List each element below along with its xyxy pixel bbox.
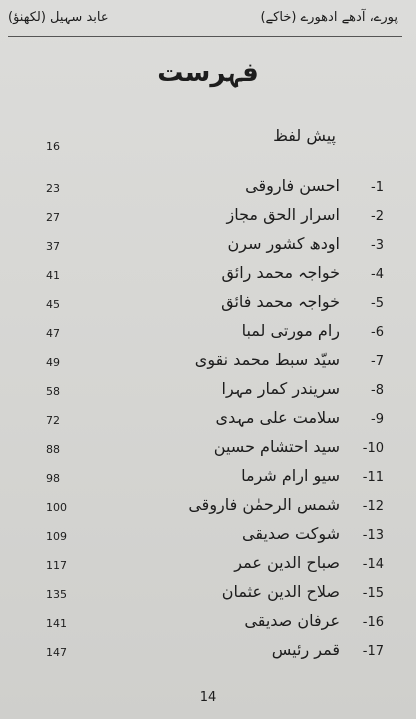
toc-entry-name: قمر رئیس <box>271 640 340 659</box>
toc-entry-name: اودھ کشور سرن <box>227 234 340 253</box>
preface-label: پیش لفظ <box>273 126 336 145</box>
toc-page-number: 23 <box>46 182 60 195</box>
toc-entry <box>0 524 416 548</box>
toc-entry-name: شوکت صدیقی <box>242 524 340 543</box>
toc-entry-name: شمس الرحمٰن فاروقی <box>188 495 340 514</box>
toc-entry-number: -16 <box>362 615 384 630</box>
toc-entry <box>0 234 416 258</box>
toc-page-number: 135 <box>46 588 67 601</box>
toc-entry <box>0 553 416 577</box>
toc-entry-number: -1 <box>371 180 384 195</box>
toc-entry <box>0 205 416 229</box>
page-title: فہرست <box>157 58 259 88</box>
toc-entry-name: رام مورتی لمبا <box>241 321 340 340</box>
toc-page-number: 47 <box>46 327 60 340</box>
toc-page-number: 37 <box>46 240 60 253</box>
toc-entry-number: -3 <box>371 238 384 253</box>
toc-page-number: 100 <box>46 501 67 514</box>
toc-entry-number: -5 <box>371 296 384 311</box>
toc-entry-name: سید احتشام حسین <box>213 437 340 456</box>
toc-entry-name: خواجہ محمد رائق <box>221 263 340 282</box>
toc-entry <box>0 466 416 490</box>
toc-entry <box>0 176 416 200</box>
toc-entry-number: -9 <box>371 412 384 427</box>
toc-entry-number: -13 <box>362 528 384 543</box>
toc-entry-name: سلامت علی مہدی <box>215 408 340 427</box>
toc-entry-number: -12 <box>362 499 384 514</box>
toc-entry <box>0 379 416 403</box>
toc-page-number: 141 <box>46 617 67 630</box>
toc-entry-name: سریندر کمار مہرا <box>221 379 340 398</box>
toc-entry <box>0 582 416 606</box>
toc-entry-number: -17 <box>362 644 384 659</box>
toc-entry <box>0 263 416 287</box>
toc-page-number: 58 <box>46 385 60 398</box>
toc-entry <box>0 611 416 635</box>
toc-entry-name: خواجہ محمد فائق <box>221 292 340 311</box>
toc-entry-name: احسن فاروقی <box>245 176 340 195</box>
toc-entry <box>0 640 416 664</box>
toc-entry-number: -15 <box>362 586 384 601</box>
toc-entry-number: -6 <box>371 325 384 340</box>
toc-entry-name: عرفان صدیقی <box>244 611 340 630</box>
header-divider <box>8 36 402 37</box>
toc-page-number: 109 <box>46 530 67 543</box>
toc-entry-number: -2 <box>371 209 384 224</box>
toc-page-number: 88 <box>46 443 60 456</box>
toc-entry <box>0 495 416 519</box>
toc-entry-number: -8 <box>371 383 384 398</box>
toc-page-number: 117 <box>46 559 67 572</box>
page-number: 14 <box>199 690 217 705</box>
toc-entry-name: اسرار الحق مجاز <box>226 205 340 224</box>
preface-page-number: 16 <box>46 140 60 153</box>
header-author: عابد سہیل (لکھنؤ) <box>8 10 109 25</box>
toc-entry <box>0 350 416 374</box>
toc-entry-number: -4 <box>371 267 384 282</box>
toc-entry-name: سیو ارام شرما <box>241 466 340 485</box>
toc-entry-name: صباح الدین عمر <box>234 553 340 572</box>
toc-entry <box>0 292 416 316</box>
toc-entry-number: -11 <box>362 470 384 485</box>
toc-entry-number: -10 <box>362 441 384 456</box>
toc-page-number: 98 <box>46 472 60 485</box>
toc-entry-number: -14 <box>362 557 384 572</box>
toc-page-number: 147 <box>46 646 67 659</box>
toc-entry <box>0 408 416 432</box>
toc-entry <box>0 437 416 461</box>
toc-page-number: 41 <box>46 269 60 282</box>
toc-page-number: 72 <box>46 414 60 427</box>
toc-entry-name: صلاح الدین عثمان <box>221 582 340 601</box>
toc-page-number: 49 <box>46 356 60 369</box>
header-book-title: پورے، آدھے ادھورے (خاکے) <box>260 10 398 25</box>
toc-entry <box>0 321 416 345</box>
toc-page-number: 45 <box>46 298 60 311</box>
toc-entry-number: -7 <box>371 354 384 369</box>
toc-page-number: 27 <box>46 211 60 224</box>
toc-entry-name: سیّد سبط محمد نقوی <box>194 350 340 369</box>
